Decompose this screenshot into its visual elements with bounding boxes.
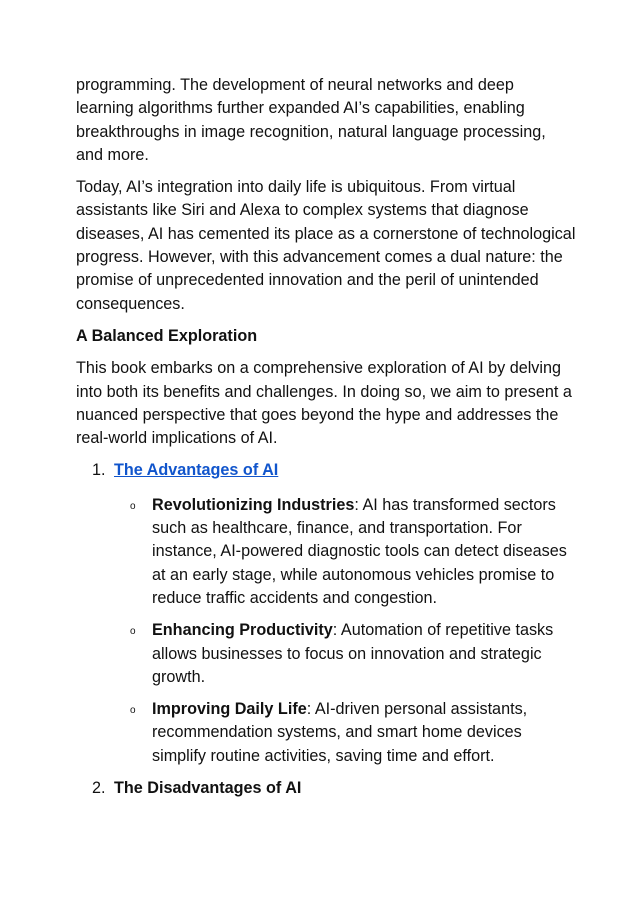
- list-item-advantages: [76, 459, 576, 768]
- term-daily-life: Improving Daily Life: [152, 700, 307, 719]
- circle-bullet-icon: o: [130, 500, 136, 512]
- term-productivity: Enhancing Productivity: [152, 621, 333, 640]
- text-industries: : AI has transformed sectors such as healthcare, finance, and transportation. For instance, AI-powered diagnostic tools can detect diseases at an early stage, while autonomous vehicles promise to reduce traffic accidents and congestion.: [152, 495, 567, 607]
- list-item-disadvantages: [76, 777, 576, 800]
- list-number: 2.: [92, 779, 106, 798]
- sublist-item-productivity: [114, 619, 576, 689]
- document-page: [76, 74, 576, 800]
- circle-bullet-icon: o: [130, 626, 136, 638]
- sublist-item-daily-life: [114, 698, 576, 768]
- paragraph-neural-networks: programming. The development of neural networks and deep learning algorithms further expanded AI’s capabilities, enabling breakthroughs in image recognition, natural language processing, and more.: [76, 76, 546, 164]
- topics-list: [76, 459, 576, 800]
- paragraph-book-intro: This book embarks on a comprehensive exploration of AI by delving into both its benefits and challenges. In doing so, we aim to present a nuanced perspective that goes beyond the hype and addresses the real-world implications of AI.: [76, 359, 572, 448]
- list-number: 1.: [92, 461, 106, 480]
- text-daily-life: : AI-driven personal assistants, recommendation systems, and smart home devices simplify routine activities, saving time and effort.: [152, 700, 528, 765]
- circle-bullet-icon: o: [130, 705, 136, 717]
- disadvantages-title: The Disadvantages of AI: [114, 779, 302, 798]
- section-heading: A Balanced Exploration: [76, 326, 258, 345]
- term-industries: Revolutionizing Industries: [152, 495, 355, 514]
- paragraph-daily-life: Today, AI’s integration into daily life is ubiquitous. From virtual assistants like Siri and Alexa to complex systems that diagnose diseases, AI has cemented its place as a cornerstone of technological progress. However, with this advancement comes a dual nature: the promise of unprecedented innovation and the peril of unintended consequences.: [76, 178, 576, 313]
- advantages-link[interactable]: The Advantages of AI: [114, 461, 279, 480]
- sublist-item-industries: [114, 494, 576, 610]
- text-productivity: : Automation of repetitive tasks allows businesses to focus on innovation and strategic growth.: [152, 621, 554, 686]
- advantages-sublist: [114, 494, 576, 768]
